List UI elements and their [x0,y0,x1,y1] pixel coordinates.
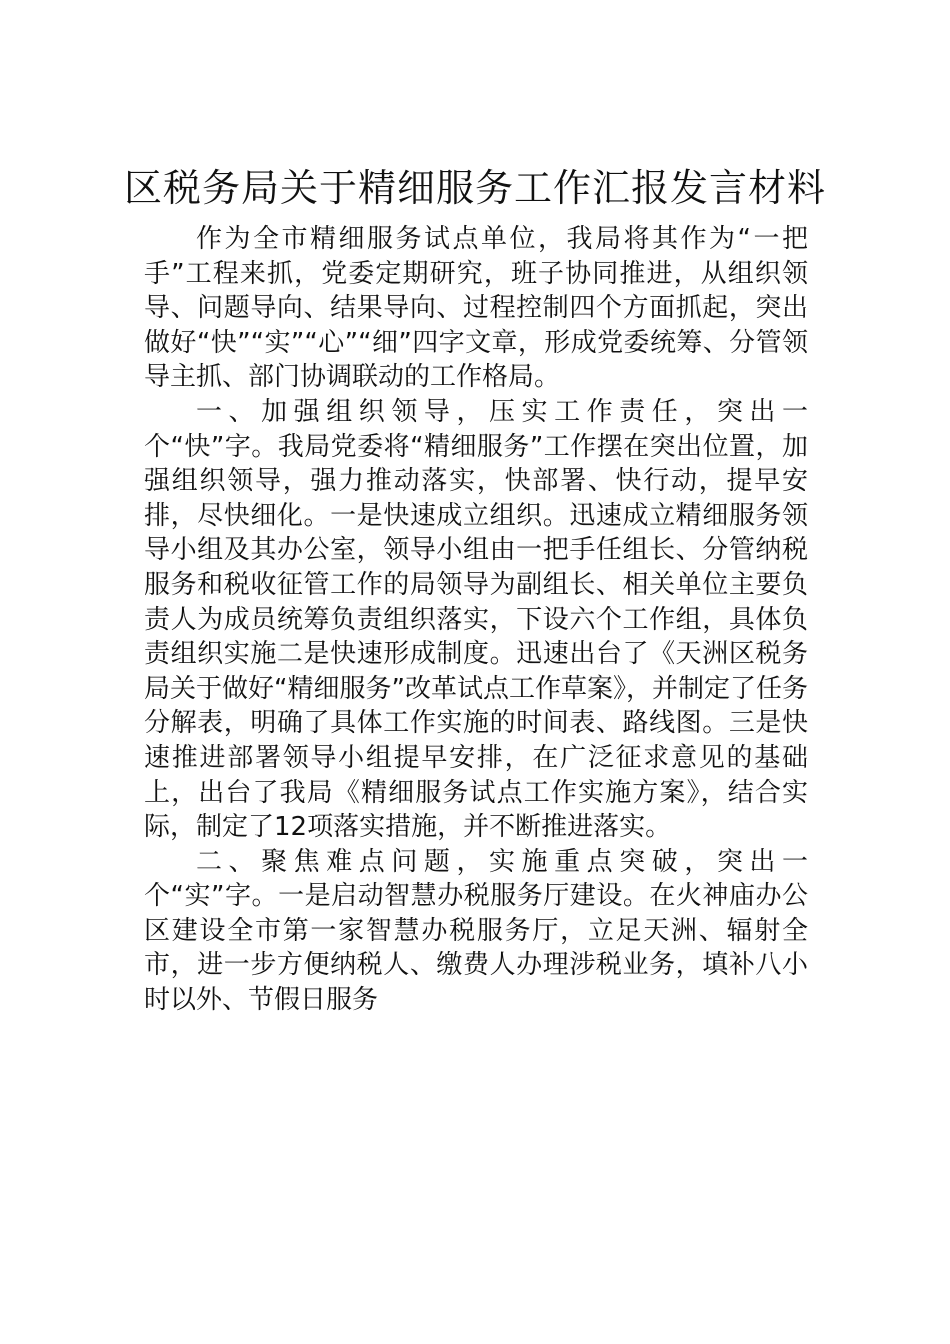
document-title: 区税务局关于精细服务工作汇报发言材料 [123,166,826,210]
document-body [144,222,808,1018]
paragraph-intro: 作为全市精细服务试点单位，我局将其作为“一把手”工程来抓，党委定期研究，班子协同推进，从组织领导、问题导向、结果导向、过程控制四个方面抓起，突出做好“快”“实”“心”“细”四字文章，形成党委统筹、分管领导主抓、部门协调联动的工作格局。 [144,224,808,393]
paragraph-section-one: 一、加强组织领导，压实工作责任，突出一个“快”字。我局党委将“精细服务”工作摆在突出位置，加强组织领导，强力推动落实，快部署、快行动，提早安排，尽快细化。一是快速成立组织。迅速成立精细服务领导小组及其办公室，领导小组由一把手任组长、分管纳税服务和税收征管工作的局领导为副组长、相关单位主要负责人为成员统筹负责组织落实，下设六个工作组，具体负责组织实施二是快速形成制度。迅速出台了《天洲区税务局关于做好“精细服务”改革试点工作草案》，并制定了任务分解表，明确了具体工作实施的时间表、路线图。三是快速推进部署领导小组提早安排，在广泛征求意见的基础上，出台了我局《精细服务试点工作实施方案》，结合实际，制定了12项落实措施，并不断推进落实。 [144,396,808,843]
paragraph-section-two: 二、聚焦难点问题，实施重点突破，突出一个“实”字。一是启动智慧办税服务厅建设。在火神庙办公区建设全市第一家智慧办税服务厅，立足天洲、辐射全市，进一步方便纳税人、缴费人办理涉税业务，填补八小时以外、节假日服务 [144,846,808,1016]
